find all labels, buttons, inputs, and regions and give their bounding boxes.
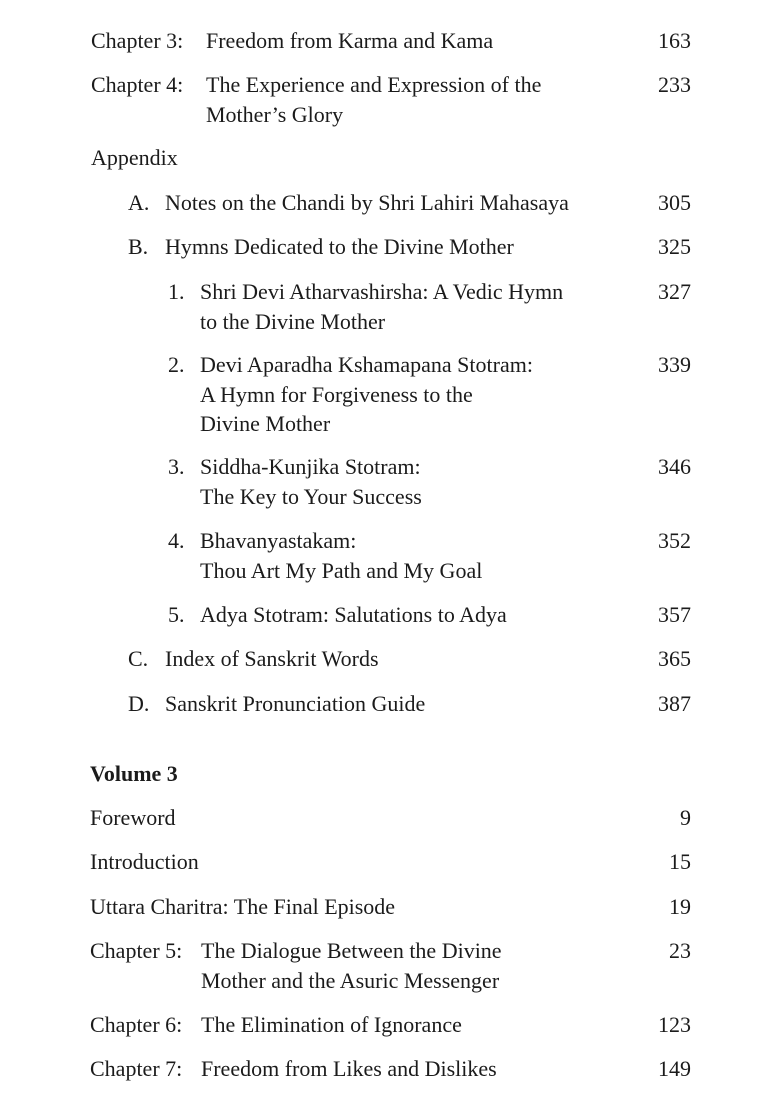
entry-label: Chapter 4: [91, 72, 184, 97]
entry-title: Sanskrit Pronunciation Guide [165, 691, 426, 716]
page-number: 365 [658, 646, 691, 671]
entry-label: B. [128, 234, 149, 259]
entry-label: Chapter 5: [90, 938, 183, 963]
entry-title: Bhavanyastakam: [200, 528, 357, 553]
entry-title: The Elimination of Ignorance [201, 1012, 462, 1037]
page-number: 23 [669, 938, 691, 963]
entry-label: Chapter 3: [91, 28, 184, 53]
entry-label: 4. [168, 528, 185, 553]
entry-title: Shri Devi Atharvashirsha: A Vedic Hymn [200, 279, 564, 304]
entry-title: A Hymn for Forgiveness to the [200, 381, 473, 407]
entry-title: Thou Art My Path and My Goal [200, 557, 483, 583]
entry-label: Chapter 6: [90, 1012, 183, 1037]
page-number: 9 [680, 805, 691, 830]
entry-title: Adya Stotram: Salutations to Adya [200, 602, 507, 627]
entry-label: Chapter 7: [90, 1056, 183, 1081]
entry-title: Uttara Charitra: The Final Episode [90, 894, 396, 919]
entry-label: 3. [168, 454, 185, 479]
page-number: 357 [658, 602, 691, 627]
entry-title: Freedom from Karma and Kama [206, 28, 494, 53]
entry-label: 1. [168, 279, 185, 304]
entry-title: The Experience and Expression of the [206, 72, 542, 97]
entry-title: Appendix [91, 145, 178, 170]
page-number: 387 [658, 691, 691, 716]
entry-label: 2. [168, 352, 185, 377]
entry-label: 5. [168, 602, 185, 627]
section-heading: Volume 3 [90, 761, 178, 786]
page-number: 352 [658, 528, 691, 553]
page-number: 123 [658, 1012, 691, 1037]
entry-title: Foreword [90, 805, 176, 830]
page-number: 325 [658, 234, 691, 259]
entry-label: C. [128, 646, 149, 671]
page-number: 15 [669, 849, 691, 874]
entry-title: Introduction [90, 849, 199, 874]
page-number: 163 [658, 28, 691, 53]
entry-title: Hymns Dedicated to the Divine Mother [165, 234, 514, 259]
entry-title: Notes on the Chandi by Shri Lahiri Mahasaya [165, 190, 569, 215]
page-number: 339 [658, 352, 691, 377]
page-number: 233 [658, 72, 691, 97]
entry-title: Mother and the Asuric Messenger [201, 967, 500, 993]
page-number: 327 [658, 279, 691, 304]
entry-title: The Key to Your Success [200, 483, 422, 509]
entry-title: to the Divine Mother [200, 308, 386, 334]
page-number: 149 [658, 1056, 691, 1081]
entry-title: Devi Aparadha Kshamapana Stotram: [200, 352, 533, 377]
page-number: 19 [669, 894, 691, 919]
entry-label: A. [128, 190, 150, 215]
entry-title: The Dialogue Between the Divine [201, 938, 502, 963]
entry-title: Divine Mother [200, 411, 331, 436]
entry-title: Siddha-Kunjika Stotram: [200, 454, 421, 479]
entry-label: D. [128, 691, 150, 716]
entry-title: Freedom from Likes and Dislikes [201, 1056, 497, 1081]
entry-title: Index of Sanskrit Words [165, 646, 379, 671]
page-number: 305 [658, 190, 691, 215]
page-number: 346 [658, 454, 691, 479]
entry-title: Mother’s Glory [206, 101, 344, 127]
